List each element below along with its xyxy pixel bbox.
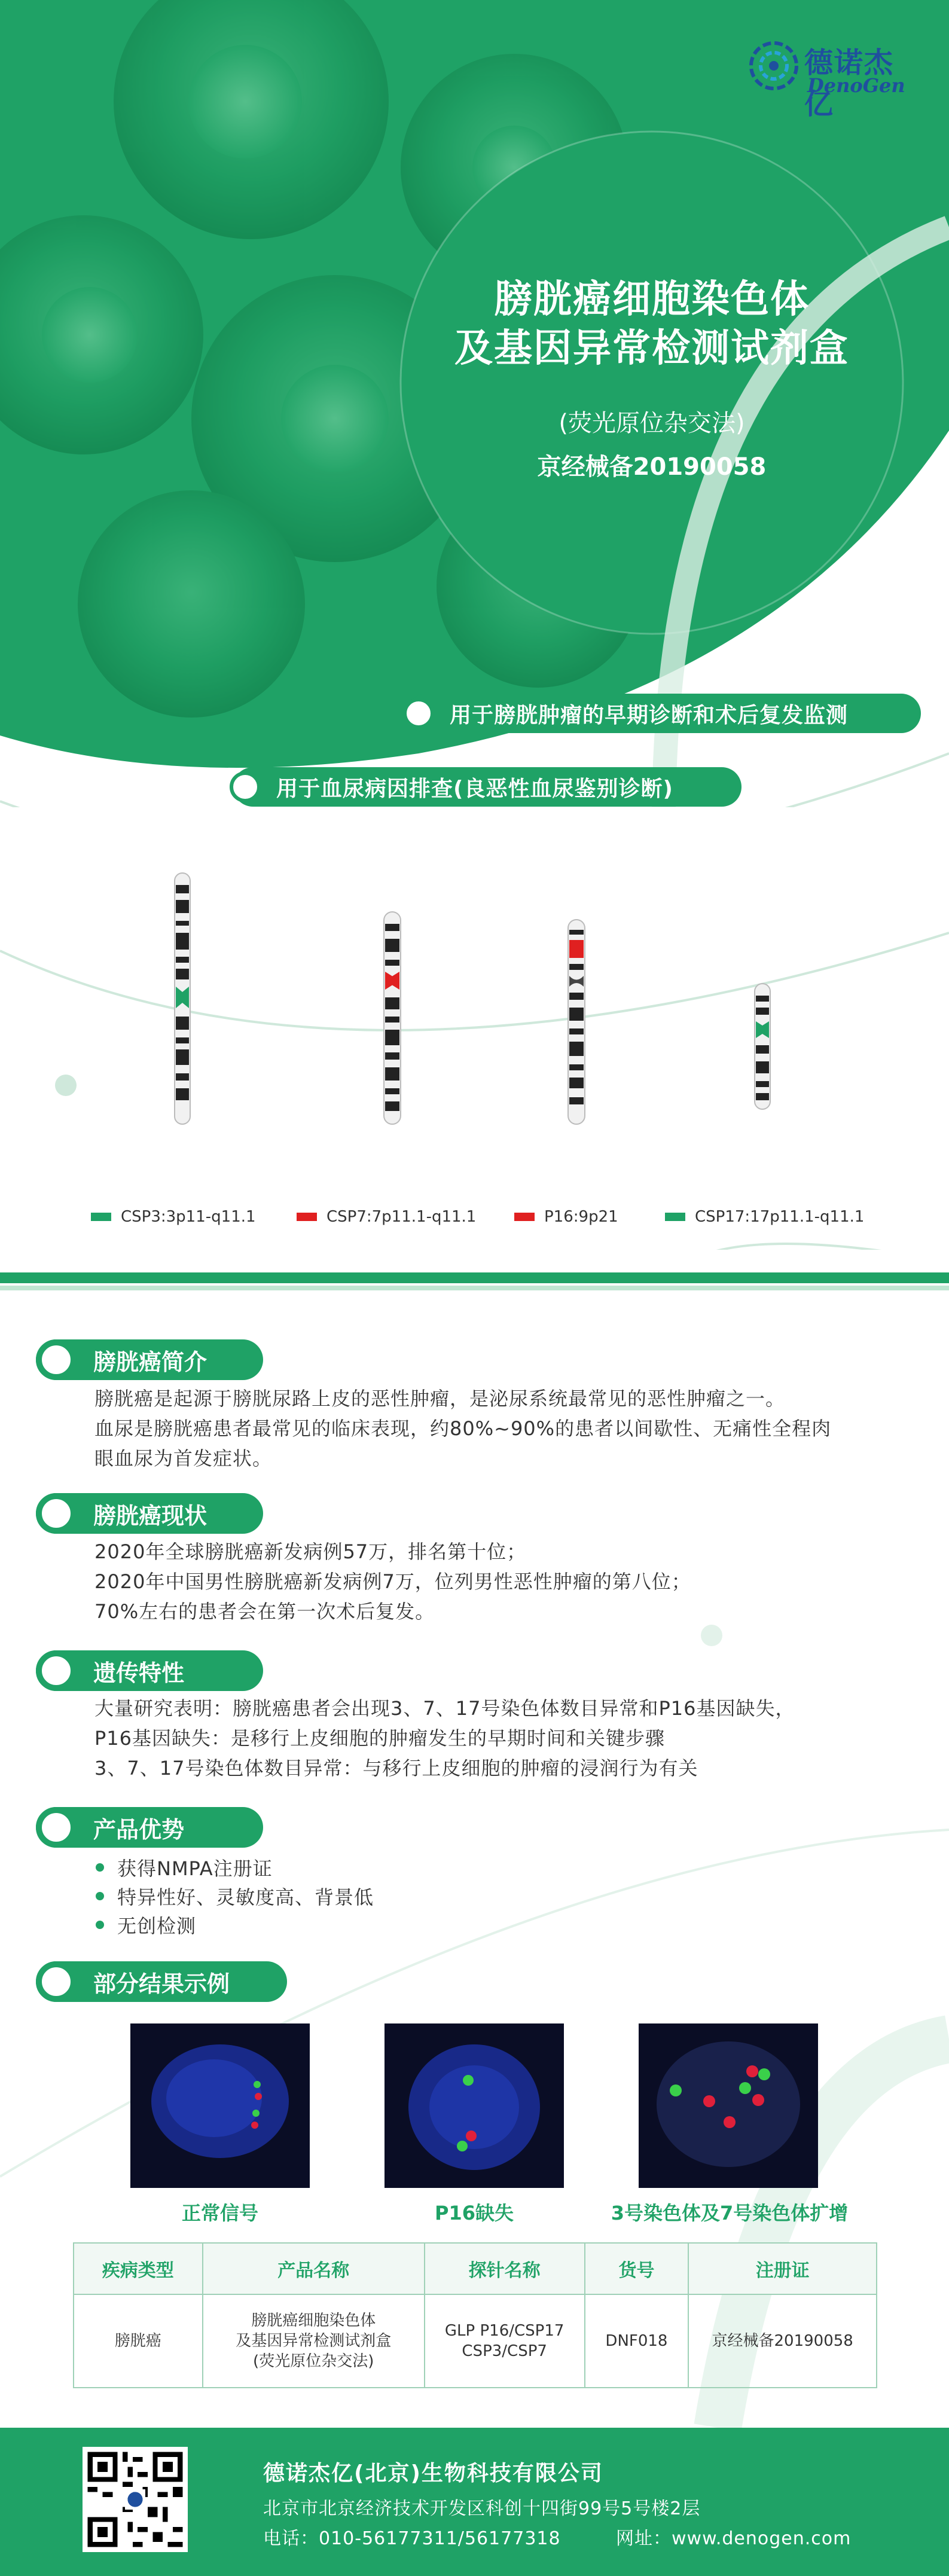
chromosome-7 [384, 912, 401, 1124]
legend-item-csp3 [91, 1208, 256, 1226]
usage-text-1: 用于膀胱肿瘤的早期诊断和术后复发监测 [450, 703, 849, 728]
section-title: 部分结果示例 [93, 1970, 230, 1997]
section-ring-icon [36, 1807, 77, 1848]
section-title: 膀胱癌简介 [93, 1348, 208, 1375]
chromosome-17 [755, 984, 770, 1109]
caption-amplification: 3号染色体及7号染色体扩增 [611, 2202, 849, 2224]
product-name-line: 及基因异常检测试剂盒 [236, 2332, 392, 2350]
intro-paragraph [94, 1384, 890, 1473]
legend-swatch [91, 1213, 111, 1221]
logo-mark-icon [747, 39, 800, 92]
section-title: 产品优势 [93, 1816, 185, 1843]
probe-line: CSP3/CSP7 [462, 2342, 547, 2360]
table-header: 疾病类型 [74, 2243, 203, 2294]
genetic-line: P16基因缺失：是移行上皮细胞的肿瘤发生的早期时间和关键步骤 [94, 1727, 666, 1750]
intro-line: 眼血尿为首发症状。 [94, 1447, 273, 1470]
cell-probe [425, 2294, 585, 2388]
legend-label: CSP7:7p11.1-q11.1 [326, 1208, 477, 1226]
cell-disease: 膀胱癌 [74, 2294, 203, 2388]
advantage-text: 特异性好、灵敏度高、背景低 [117, 1886, 374, 1909]
chromosome-svg [0, 807, 949, 1250]
bullet-dot-icon [96, 1863, 104, 1872]
legend-label: P16:9p21 [544, 1208, 618, 1226]
table-header: 探针名称 [425, 2243, 585, 2294]
probe-line: GLP P16/CSP17 [444, 2322, 564, 2340]
brand-logo [747, 36, 921, 121]
status-line: 2020年中国男性膀胱癌新发病例7万，位列男性恶性肿瘤的第八位； [94, 1570, 691, 1593]
legend-item-p16 [514, 1208, 618, 1226]
section-header-intro [36, 1339, 263, 1380]
section-title: 遗传特性 [93, 1659, 185, 1686]
fish-image-normal [130, 2023, 310, 2188]
section-ring-icon [36, 1961, 77, 2002]
product-info-table [73, 2242, 877, 2388]
chromosome-3 [175, 873, 190, 1124]
cell-registration: 京经械备20190058 [688, 2294, 877, 2388]
company-name: 德诺杰亿(北京)生物科技有限公司 [263, 2461, 603, 2486]
section-ring-icon [36, 1493, 77, 1534]
section-header-status [36, 1493, 263, 1534]
caption-p16: P16缺失 [435, 2202, 514, 2224]
usage-pill-2 [233, 767, 741, 807]
section-ring-icon [36, 1650, 77, 1691]
pill-ring-icon [403, 698, 434, 729]
section-title: 膀胱癌现状 [93, 1502, 208, 1529]
legend-label: CSP3:3p11-q11.1 [121, 1208, 256, 1226]
table-header: 注册证 [688, 2243, 877, 2294]
title-line-2: 及基因异常检测试剂盒 [454, 326, 849, 371]
intro-line: 膀胱癌是起源于膀胱尿路上皮的恶性肿瘤，是泌尿系统最常见的恶性肿瘤之一。 [94, 1387, 786, 1410]
legend-swatch [297, 1213, 317, 1221]
genetic-line: 3、7、17号染色体数目异常：与移行上皮细胞的肿瘤的浸润行为有关 [94, 1757, 698, 1780]
advantage-item [96, 1882, 374, 1910]
table-row [74, 2294, 877, 2388]
logo-cn: 德诺杰亿 [804, 46, 895, 121]
pill-ring-icon [230, 771, 261, 802]
status-paragraph [94, 1537, 890, 1626]
product-name-line: (荧光原位杂交法) [253, 2352, 374, 2370]
cell-product [203, 2294, 425, 2388]
section-header-results [36, 1961, 287, 2002]
caption-normal: 正常信号 [181, 2202, 258, 2224]
cell-code: DNF018 [585, 2294, 689, 2388]
section-ring-icon [36, 1339, 77, 1380]
usage-text-2: 用于血尿病因排查(良恶性血尿鉴别诊断) [276, 776, 673, 801]
genetic-paragraph [94, 1693, 890, 1783]
bullet-dot-icon [96, 1892, 104, 1900]
usage-pill-1 [407, 694, 921, 733]
advantage-text: 无创检测 [117, 1915, 197, 1937]
section-header-genetic [36, 1650, 263, 1691]
section-divider [0, 1272, 949, 1283]
footer [0, 2428, 949, 2576]
company-address: 北京市北京经济技术开发区科创十四街99号5号楼2层 [263, 2498, 701, 2519]
product-title-block [431, 275, 873, 482]
bullet-dot-icon [96, 1921, 104, 1929]
legend-swatch [514, 1213, 535, 1221]
advantage-item [96, 1911, 196, 1939]
chromosome-diagram [0, 807, 949, 1250]
intro-line: 血尿是膀胱癌患者最常见的临床表现，约80%~90%的患者以间歇性、无痛性全程肉 [94, 1417, 832, 1440]
legend-swatch [665, 1213, 685, 1221]
qr-code-icon [83, 2447, 188, 2552]
section-divider-light [0, 1286, 949, 1290]
legend-label: CSP17:17p11.1-q11.1 [695, 1208, 865, 1226]
chromosome-9 [568, 920, 585, 1124]
logo-en: DenoGen [807, 74, 905, 97]
advantage-item [96, 1854, 273, 1881]
status-line: 2020年全球膀胱癌新发病例57万，排名第十位； [94, 1540, 527, 1563]
hero-banner [0, 0, 949, 807]
table-header: 产品名称 [203, 2243, 425, 2294]
status-line: 70%左右的患者会在第一次术后复发。 [94, 1600, 435, 1623]
title-line-1: 膀胱癌细胞染色体 [494, 277, 810, 322]
company-phone: 电话：010-56177311/56177318 [263, 2528, 561, 2549]
fish-image-p16-loss [385, 2023, 564, 2188]
legend-item-csp7 [297, 1208, 476, 1226]
legend-item-csp17 [665, 1208, 864, 1226]
product-name-line: 膀胱癌细胞染色体 [251, 2312, 376, 2330]
advantage-text: 获得NMPA注册证 [117, 1857, 273, 1880]
genetic-line: 大量研究表明：膀胱癌患者会出现3、7、17号染色体数目异常和P16基因缺失， [94, 1697, 795, 1720]
section-header-advantage [36, 1807, 263, 1848]
fish-image-amplification [639, 2023, 818, 2188]
table-header-row [74, 2243, 877, 2294]
table-header: 货号 [585, 2243, 689, 2294]
method-subtitle: (荧光原位杂交法) [559, 410, 745, 437]
registration-number: 京经械备20190058 [537, 453, 767, 481]
company-website[interactable]: 网址：www.denogen.com [616, 2528, 852, 2549]
